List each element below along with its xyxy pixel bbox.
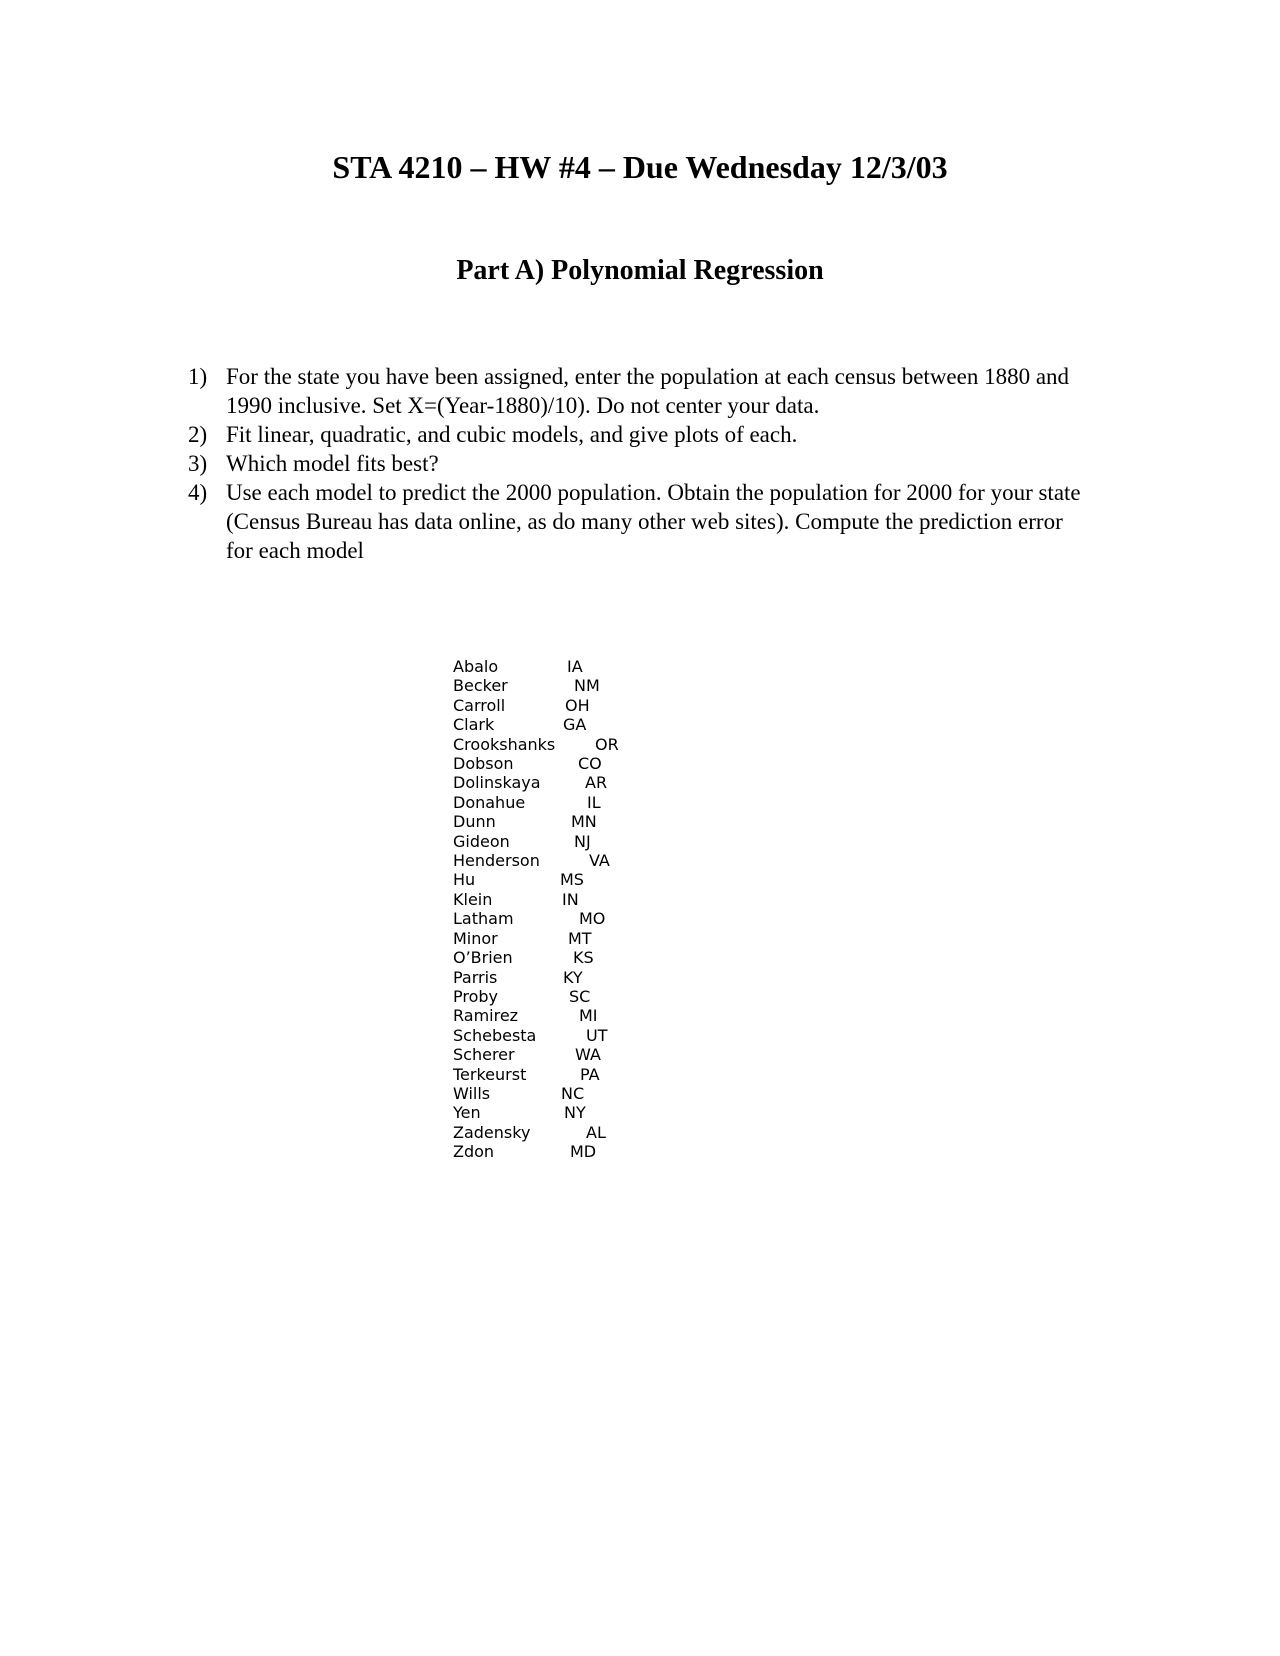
student-name: Wills xyxy=(453,1083,491,1103)
question-text: For the state you have been assigned, enter the population at each census between 1880 and 1990 inclusive. Set X=(Year-1880)/10). Do not center your data. xyxy=(226,364,1070,418)
student-name: Hu xyxy=(453,870,476,890)
student-name: Terkeurst xyxy=(453,1064,527,1084)
assigned-state: NM xyxy=(574,676,600,696)
roster-row xyxy=(453,773,619,792)
assigned-state: MD xyxy=(570,1142,597,1162)
roster-row xyxy=(453,715,619,734)
question-text: Which model fits best? xyxy=(226,451,439,476)
assigned-state: MT xyxy=(568,928,592,948)
student-name: Ramirez xyxy=(453,1006,519,1026)
question-item xyxy=(188,420,1088,449)
roster-row xyxy=(453,890,619,909)
roster-row xyxy=(453,1006,619,1025)
roster-row xyxy=(453,987,619,1006)
roster-row xyxy=(453,1045,619,1064)
assigned-state: UT xyxy=(586,1025,608,1045)
roster-row xyxy=(453,793,619,812)
assigned-state: NY xyxy=(564,1103,586,1123)
roster-row xyxy=(453,1123,619,1142)
roster-row xyxy=(453,657,619,676)
assigned-state: PA xyxy=(580,1064,600,1084)
assigned-state: MI xyxy=(579,1006,598,1026)
question-list xyxy=(188,362,1088,565)
question-number: 4) xyxy=(188,480,208,505)
roster-row xyxy=(453,696,619,715)
roster-row xyxy=(453,870,619,889)
roster-row xyxy=(453,1084,619,1103)
question-number: 3) xyxy=(188,451,208,476)
student-name: Zadensky xyxy=(453,1122,531,1142)
roster-row xyxy=(453,812,619,831)
roster-row xyxy=(453,754,619,773)
student-name: Scherer xyxy=(453,1045,515,1065)
assigned-state: MN xyxy=(571,812,597,832)
assigned-state: VA xyxy=(589,851,610,871)
roster-row xyxy=(453,851,619,870)
student-name: Schebesta xyxy=(453,1025,537,1045)
student-name: Crookshanks xyxy=(453,734,556,754)
roster-row xyxy=(453,968,619,987)
assigned-state: CO xyxy=(578,754,602,774)
roster-row xyxy=(453,676,619,695)
student-name: Yen xyxy=(453,1103,481,1123)
student-name: Carroll xyxy=(453,695,506,715)
assigned-state: AR xyxy=(585,773,608,793)
student-name: Becker xyxy=(453,676,508,696)
assigned-state: OR xyxy=(595,734,619,754)
assigned-state: MS xyxy=(560,870,584,890)
student-name: Proby xyxy=(453,986,499,1006)
roster-row xyxy=(453,1103,619,1122)
assigned-state: KY xyxy=(563,967,583,987)
assigned-state: SC xyxy=(569,986,591,1006)
assigned-state: MO xyxy=(579,909,606,929)
roster-row xyxy=(453,832,619,851)
question-item xyxy=(188,362,1088,420)
student-name: Henderson xyxy=(453,851,540,871)
student-name: Minor xyxy=(453,928,498,948)
assigned-state: IA xyxy=(567,657,583,676)
student-name: Dolinskaya xyxy=(453,773,541,793)
assigned-state: NJ xyxy=(574,831,591,851)
assigned-state: IL xyxy=(587,792,601,812)
roster-row xyxy=(453,948,619,967)
question-text: Fit linear, quadratic, and cubic models, and give plots of each. xyxy=(226,422,798,447)
student-name: Parris xyxy=(453,967,498,987)
roster-row xyxy=(453,1142,619,1161)
student-name: Dunn xyxy=(453,812,496,832)
assigned-state: WA xyxy=(575,1045,601,1065)
student-name: Klein xyxy=(453,889,493,909)
student-name: Dobson xyxy=(453,754,514,774)
student-name: Zdon xyxy=(453,1142,495,1162)
student-name: Clark xyxy=(453,715,495,735)
student-name: Latham xyxy=(453,909,514,929)
roster-row xyxy=(453,735,619,754)
question-number: 1) xyxy=(188,364,208,389)
student-name: Abalo xyxy=(453,657,499,676)
question-item xyxy=(188,449,1088,478)
student-state-roster xyxy=(453,657,619,1162)
assigned-state: OH xyxy=(565,695,590,715)
roster-row xyxy=(453,1026,619,1045)
question-number: 2) xyxy=(188,422,208,447)
assigned-state: KS xyxy=(573,948,594,968)
roster-row xyxy=(453,909,619,928)
student-name: Donahue xyxy=(453,792,526,812)
assigned-state: GA xyxy=(563,715,587,735)
question-item xyxy=(188,478,1088,565)
assigned-state: NC xyxy=(561,1083,585,1103)
student-name: O’Brien xyxy=(453,948,513,968)
student-name: Gideon xyxy=(453,831,510,851)
question-text: Use each model to predict the 2000 population. Obtain the population for 2000 for your state (Census Bureau has data online, as do many other web sites). Compute the prediction error for each model xyxy=(226,480,1081,563)
assigned-state: IN xyxy=(562,889,579,909)
roster-row xyxy=(453,929,619,948)
page-title: STA 4210 – HW #4 – Due Wednesday 12/3/03 xyxy=(332,149,948,185)
section-heading: Part A) Polynomial Regression xyxy=(456,255,824,286)
roster-row xyxy=(453,1065,619,1084)
assigned-state: AL xyxy=(586,1122,606,1142)
